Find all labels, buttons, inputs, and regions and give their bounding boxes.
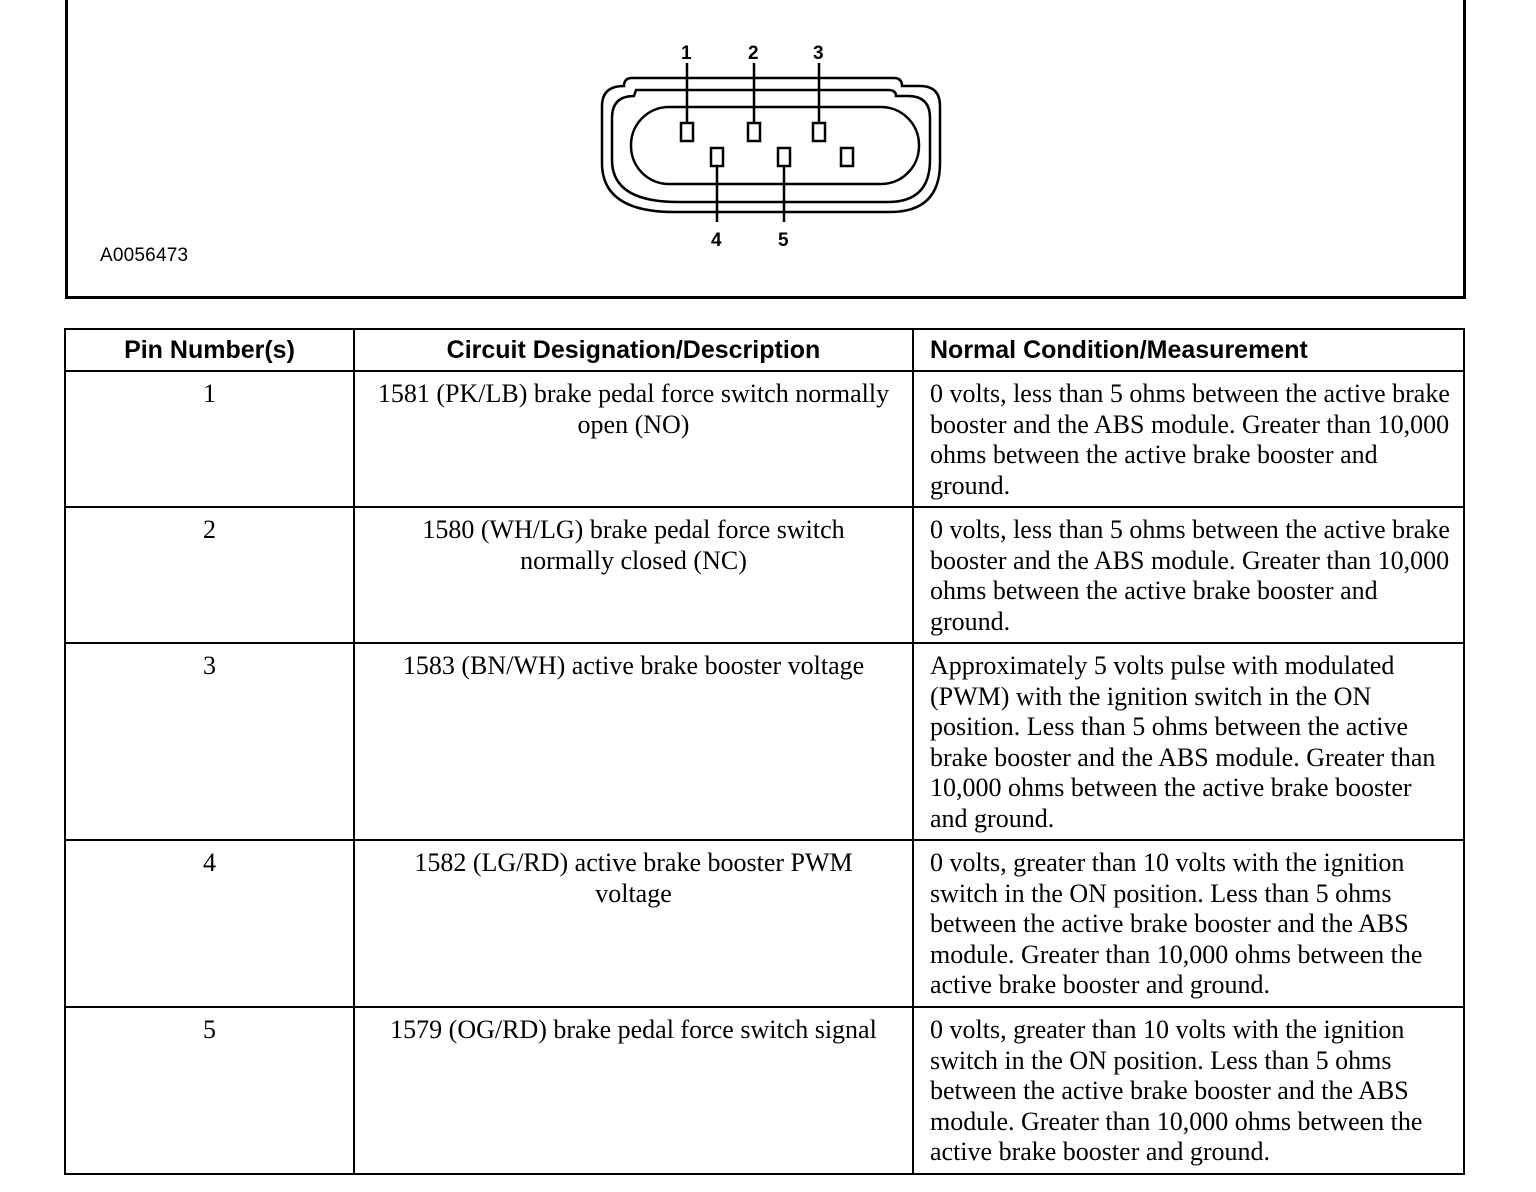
table-row	[65, 507, 1464, 643]
pin-number-cell: 1	[65, 371, 354, 507]
connector-cavity	[631, 107, 919, 184]
pin-5-label: 5	[778, 230, 789, 251]
pin-3-terminal	[813, 63, 825, 141]
pin-number-cell: 3	[65, 643, 354, 840]
circuit-cell: 1579 (OG/RD) brake pedal force switch signal	[354, 1007, 913, 1174]
pin-1-label: 1	[681, 43, 692, 64]
connector-figure	[65, 0, 1466, 299]
circuit-cell: 1581 (PK/LB) brake pedal force switch normally open (NO)	[354, 371, 913, 507]
header-normal-condition: Normal Condition/Measurement	[913, 329, 1464, 371]
circuit-cell: 1582 (LG/RD) active brake booster PWM voltage	[354, 840, 913, 1007]
table-row	[65, 371, 1464, 507]
condition-cell: 0 volts, greater than 10 volts with the ignition switch in the ON position. Less than 5 ohms between the active brake booster and the ABS module. Greater than 10,000 ohms between the active brake booster and ground.	[913, 1007, 1464, 1174]
pin-3-label: 3	[813, 43, 824, 64]
table-row	[65, 840, 1464, 1007]
condition-cell: 0 volts, less than 5 ohms between the active brake booster and the ABS module. Greater than 10,000 ohms between the active brake booster and ground.	[913, 507, 1464, 643]
pin-4-label: 4	[711, 230, 722, 251]
circuit-cell: 1580 (WH/LG) brake pedal force switch normally closed (NC)	[354, 507, 913, 643]
pin-number-cell: 2	[65, 507, 354, 643]
unused-terminal	[841, 148, 853, 166]
connector-diagram	[68, 0, 1463, 296]
header-circuit-designation: Circuit Designation/Description	[354, 329, 913, 371]
condition-cell: 0 volts, greater than 10 volts with the ignition switch in the ON position. Less than 5 ohms between the active brake booster and the ABS module. Greater than 10,000 ohms between the active brake booster and ground.	[913, 840, 1464, 1007]
pin-2-label: 2	[748, 43, 759, 64]
connector-housing-outer-line	[602, 78, 940, 212]
figure-id: A0056473	[100, 245, 189, 266]
table-header-row	[65, 329, 1464, 371]
table-row	[65, 643, 1464, 840]
header-pin-numbers: Pin Number(s)	[65, 329, 354, 371]
pin-1-terminal	[681, 63, 693, 141]
condition-cell: 0 volts, less than 5 ohms between the active brake booster and the ABS module. Greater than 10,000 ohms between the active brake booster and ground.	[913, 371, 1464, 507]
pinout-table	[64, 328, 1465, 1175]
pin-2-terminal	[748, 63, 760, 141]
circuit-cell: 1583 (BN/WH) active brake booster voltage	[354, 643, 913, 840]
condition-cell: Approximately 5 volts pulse with modulated (PWM) with the ignition switch in the ON position. Less than 5 ohms between the active brake booster and the ABS module. Greater than 10,000 ohms between the active brake booster and ground.	[913, 643, 1464, 840]
pin-number-cell: 5	[65, 1007, 354, 1174]
pin-number-cell: 4	[65, 840, 354, 1007]
table-row	[65, 1007, 1464, 1174]
